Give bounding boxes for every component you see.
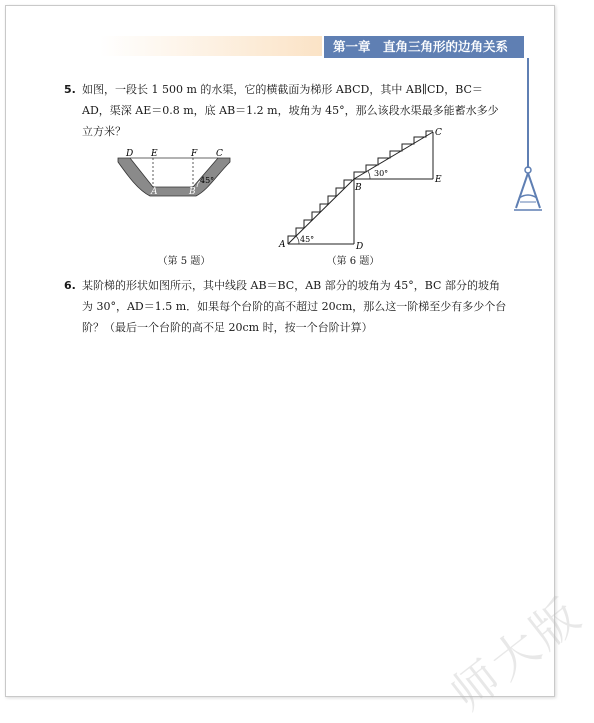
label-B: B — [189, 187, 196, 197]
label-A: A — [151, 187, 158, 197]
label-B: B — [355, 183, 362, 193]
angle-upper-label: 30° — [374, 169, 389, 178]
figure-6-caption: （第 6 题） — [326, 256, 380, 267]
problem-text: 如图，一段长 1 500 m 的水渠，它的横截面为梯形 ABCD，其中 AB∥CD，BC＝AD，渠深 AE＝0.8 m，底 AB＝1.2 m，坡角为 45°，那么该段水渠最多能蓄水多少立方米？ — [82, 83, 499, 138]
label-C: C — [435, 128, 442, 138]
figure-6-labels — [278, 128, 446, 250]
label-A: A — [279, 240, 286, 250]
label-D: D — [126, 149, 134, 159]
problem-number: 6. — [64, 279, 76, 292]
angle-lower-label: 45° — [300, 235, 315, 244]
chapter-header: 第一章 直角三角形的边角关系 — [324, 36, 524, 58]
label-C: C — [216, 149, 223, 159]
label-F: F — [191, 149, 198, 159]
problem-text: 某阶梯的形状如图所示，其中线段 AB＝BC，AB 部分的坡角为 45°，BC 部分的坡角为 30°，AD＝1.5 m．如果每个台阶的高不超过 20cm，那么这一阶梯至少有多少个台阶？（最后一个台阶的高不足 20cm 时，按一个台阶计算） — [82, 279, 507, 334]
side-rule — [527, 58, 529, 168]
label-E: E — [151, 149, 158, 159]
header-decoration — [100, 36, 322, 56]
compass-icon — [508, 164, 548, 214]
angle-label: 45° — [200, 176, 215, 185]
watermark: 师大版 — [441, 585, 593, 721]
figure-5-labels — [118, 146, 240, 200]
label-D: D — [356, 242, 364, 252]
problem-number: 5. — [64, 83, 76, 96]
figure-5-caption: （第 5 题） — [157, 256, 211, 267]
problem-6 — [64, 275, 508, 338]
label-E: E — [435, 175, 442, 185]
